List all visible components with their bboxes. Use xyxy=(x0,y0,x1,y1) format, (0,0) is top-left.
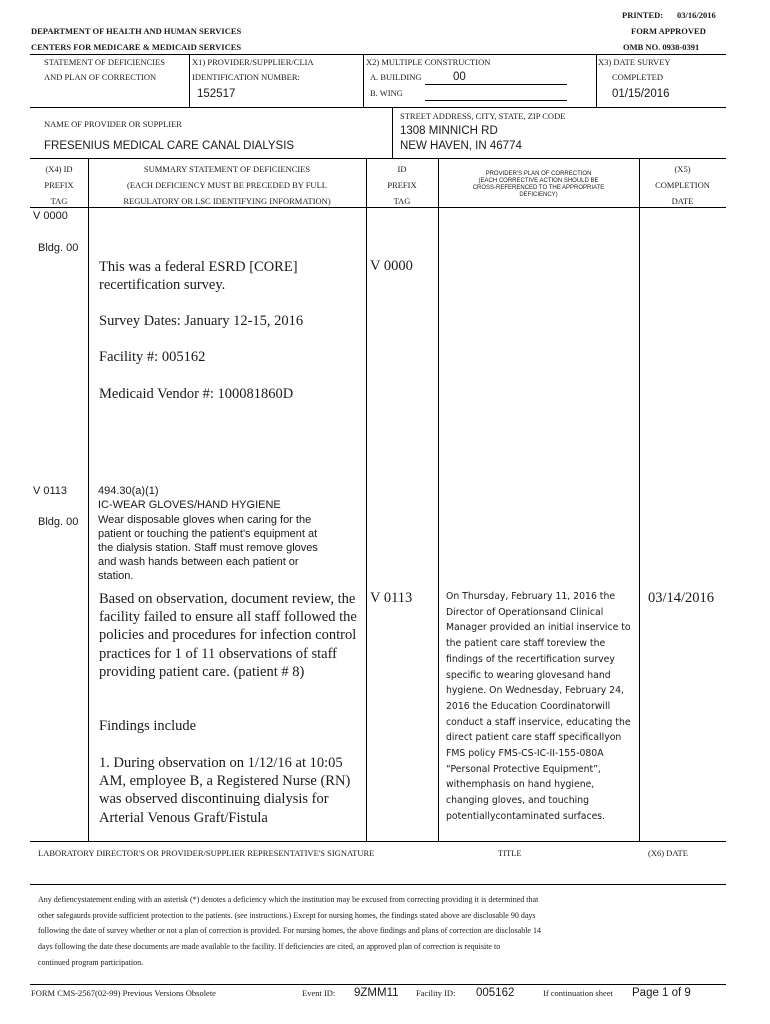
omb-number: OMB NO. 0938-0391 xyxy=(623,42,700,52)
divider-plan xyxy=(639,158,640,841)
entry-2-completion-date: 03/14/2016 xyxy=(648,590,715,606)
entry-2-regulation: 494.30(a)(1) xyxy=(98,485,159,497)
statement-label-1: STATEMENT OF DEFICIENCIES xyxy=(44,57,166,67)
entry-1-building: Bldg. 00 xyxy=(38,242,79,254)
divider-summary xyxy=(366,158,367,841)
col-prefix-2: PREFIX xyxy=(387,180,417,190)
signature-bottom-border xyxy=(30,884,726,885)
event-id-label: Event ID: xyxy=(302,988,336,998)
divider-x1 xyxy=(189,54,190,107)
form-number: FORM CMS-2567(02-99) Previous Versions Obsolete xyxy=(31,988,216,998)
wing-label: B. WING xyxy=(370,88,403,98)
event-id-value: 9ZMM11 xyxy=(354,987,399,999)
signature-date-label: (X6) DATE xyxy=(648,848,688,858)
col-x5: (X5) xyxy=(674,164,691,174)
disclaimer-line-1: Any defiencystatement ending with an asterisk (*) denotes a deficiency which the institution may be excused from correcting providing it is determined that xyxy=(38,895,539,904)
column-header-top-border xyxy=(30,158,726,159)
survey-completed-date: 01/15/2016 xyxy=(612,88,670,100)
facility-id-value: 005162 xyxy=(476,987,515,999)
building-label: A. BUILDING xyxy=(370,72,422,82)
printed-date: 03/16/2016 xyxy=(677,10,716,20)
col-summary-1: SUMMARY STATEMENT OF DEFICIENCIES xyxy=(143,164,311,174)
entry-2-tag: V 0113 xyxy=(33,485,68,497)
entry-1-tag-2: V 0000 xyxy=(370,258,413,274)
col-summary-2: (EACH DEFICIENCY MUST BE PRECEDED BY FULL xyxy=(127,180,327,190)
body-bottom-border xyxy=(30,841,726,842)
entry-1-survey-dates: Survey Dates: January 12-15, 2016 xyxy=(99,313,304,329)
disclaimer-line-2: other safegaurds provide sufficient protection to the patients. (see instructions.) Except for nursing homes, the findings stated above are disclosable 90 days xyxy=(38,911,536,920)
top-box-top-border xyxy=(30,54,726,55)
col-summary-3: REGULATORY OR LSC IDENTIFYING INFORMATION) xyxy=(123,196,331,206)
x3-label-2: COMPLETED xyxy=(612,72,663,82)
col-date: DATE xyxy=(671,196,694,206)
col-plan-1: PROVIDER'S PLAN OF CORRECTION xyxy=(485,171,592,177)
address-label: STREET ADDRESS, CITY, STATE, ZIP CODE xyxy=(400,111,566,121)
building-value: 00 xyxy=(453,71,466,83)
entry-2-text: Based on observation, document review, the facility failed to ensure all staff followed the policies and procedures for infection control practices for 1 of 11 observations of staff providing patient care. (patient # 8) xyxy=(99,591,357,680)
col-x4-id: (X4) ID xyxy=(45,164,73,174)
department-heading: DEPARTMENT OF HEALTH AND HUMAN SERVICES xyxy=(31,26,242,36)
entry-2-tag-2: V 0113 xyxy=(370,590,413,606)
col-plan-2: (EACH CORRECTIVE ACTION SHOULD BE xyxy=(478,178,599,184)
entry-2-building: Bldg. 00 xyxy=(38,516,79,528)
building-underline xyxy=(425,84,567,85)
provider-name: FRESENIUS MEDICAL CARE CANAL DIALYSIS xyxy=(44,140,295,152)
x3-label-1: X3) DATE SURVEY xyxy=(598,57,671,67)
entry-2-title: IC-WEAR GLOVES/HAND HYGIENE xyxy=(98,499,281,511)
divider-x3 xyxy=(596,54,597,107)
entry-2-description: Wear disposable gloves when caring for the patient or touching the patient's equipment at the dialysis station. Staff must remove gloves and wash hands between each patient or station. xyxy=(98,514,318,582)
col-tag-2: TAG xyxy=(393,196,411,206)
divider-x2 xyxy=(363,54,364,107)
entry-1-text: This was a federal ESRD [CORE] recertification survey. xyxy=(99,259,298,294)
entry-2-findings: Findings include xyxy=(99,718,197,734)
provider-name-label: NAME OF PROVIDER OR SUPPLIER xyxy=(44,119,182,129)
centers-heading: CENTERS FOR MEDICARE & MEDICAID SERVICES xyxy=(31,42,242,52)
address-line-2: NEW HAVEN, IN 46774 xyxy=(400,140,522,152)
disclaimer-line-4: days following the date these documents are made available to the facility. If deficiencies are cited, an approved plan of correction is requisite to xyxy=(38,942,501,951)
column-header-bottom-border xyxy=(30,207,726,208)
provider-id-number: 152517 xyxy=(197,88,236,100)
divider-prefix xyxy=(88,158,89,841)
facility-id-label: Facility ID: xyxy=(416,988,456,998)
entry-2-observation: 1. During observation on 1/12/16 at 10:05 AM, employee B, a Registered Nurse (RN) was observed discontinuing dialysis for Arterial Venous Graft/Fistula xyxy=(99,755,351,826)
top-box-divider xyxy=(30,107,726,108)
signature-title-label: TITLE xyxy=(498,848,522,858)
entry-1-facility: Facility #: 005162 xyxy=(99,349,206,365)
col-plan-4: DEFICIENCY) xyxy=(519,192,558,198)
x1-label-2: IDENTIFICATION NUMBER: xyxy=(192,72,300,82)
address-line-1: 1308 MINNICH RD xyxy=(400,125,498,137)
x1-label-1: X1) PROVIDER/SUPPLIER/CLIA xyxy=(192,57,314,67)
form-approved-label: FORM APPROVED xyxy=(631,26,706,36)
divider-id xyxy=(438,158,439,841)
disclaimer-line-5: continued program participation. xyxy=(38,958,144,967)
page-number: Page 1 of 9 xyxy=(632,987,691,999)
signature-label: LABORATORY DIRECTOR'S OR PROVIDER/SUPPLIER REPRESENTATIVE'S SIGNATURE xyxy=(38,848,375,858)
footer-top-border xyxy=(30,984,726,985)
entry-1-tag: V 0000 xyxy=(33,210,68,222)
wing-underline xyxy=(425,100,567,101)
printed-label: PRINTED: xyxy=(622,10,664,20)
col-id-2: ID xyxy=(397,164,407,174)
entry-2-plan-of-correction: On Thursday, February 11, 2016 the Director of Operationsand Clinical Manager provided an initial inservice to the patient care staff toreview the findings of the recertification survey specific to wearing glovesand hand hygiene. On Wednesday, February 24, 2016 the Education Coordinatorwill conduct a staff inservice, educating the direct patient care staff specificallyon FMS policy FMS-CS-IC-II-155-080A “Personal Protective Equipment”, withemphasis on hand hygiene, changing gloves, and touching potentiallycontaminated surfaces. xyxy=(446,591,631,822)
entry-1-vendor: Medicaid Vendor #: 100081860D xyxy=(99,386,294,402)
col-prefix: PREFIX xyxy=(44,180,74,190)
col-plan-3: CROSS-REFERENCED TO THE APPROPRIATE xyxy=(472,185,605,191)
x2-label: X2) MULTIPLE CONSTRUCTION xyxy=(366,57,491,67)
col-tag: TAG xyxy=(50,196,68,206)
statement-label-2: AND PLAN OF CORRECTION xyxy=(44,72,157,82)
disclaimer-line-3: following the date of survey whether or not a plan of correction is provided. For nursing homes, the above findings and plans of correction are disclosable 14 xyxy=(38,926,541,935)
divider-address xyxy=(392,107,393,158)
continuation-label: If continuation sheet xyxy=(543,988,613,998)
col-completion: COMPLETION xyxy=(655,180,710,190)
